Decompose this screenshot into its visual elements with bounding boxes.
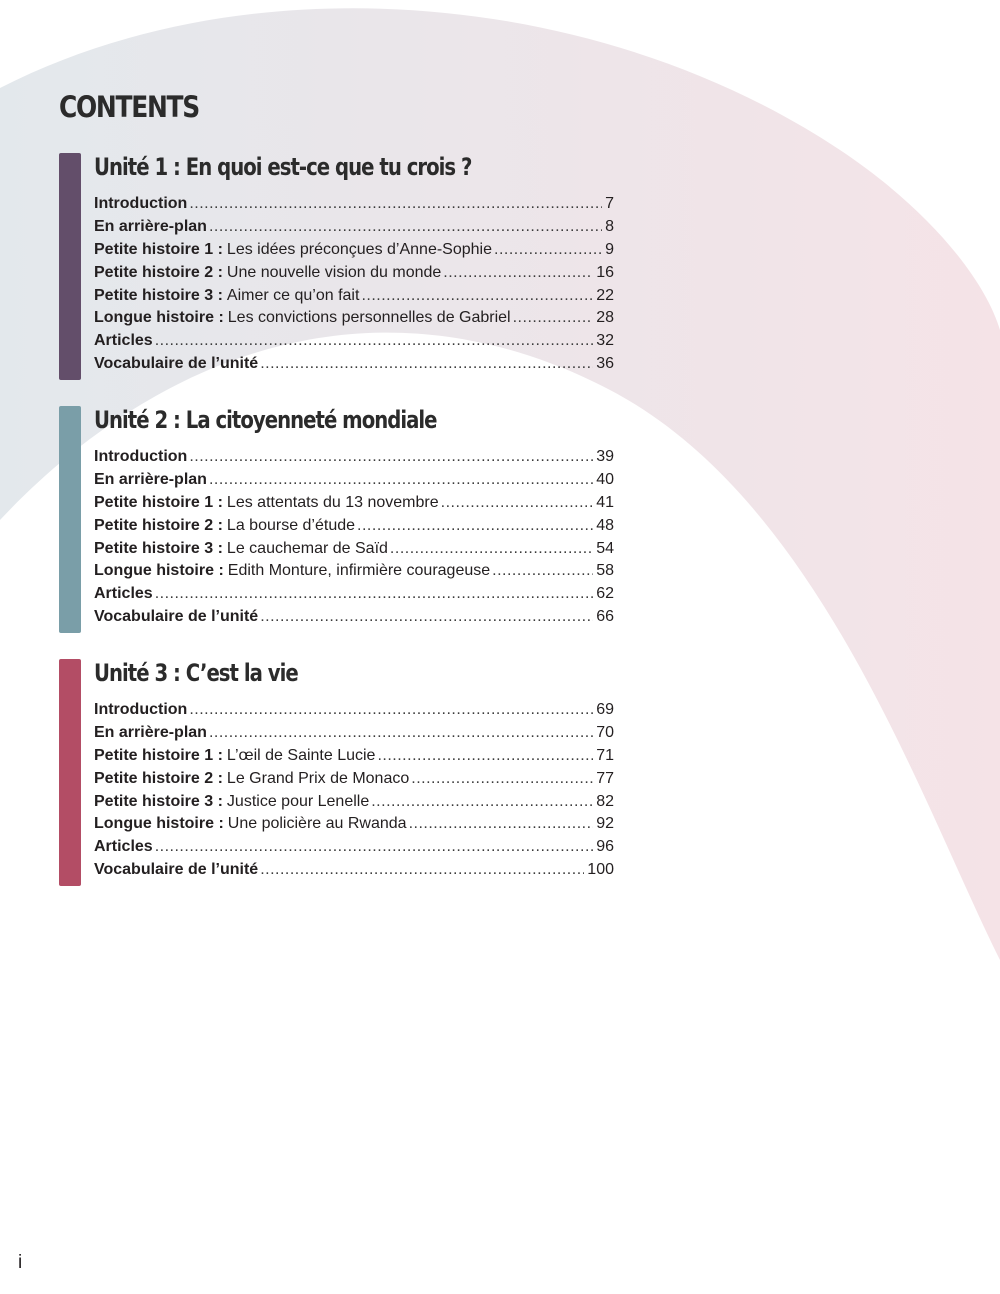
toc-entry-vocabulary[interactable] bbox=[94, 353, 614, 376]
entry-page-number: 39 bbox=[596, 448, 614, 465]
dot-leader bbox=[409, 813, 594, 836]
entry-label: Introduction bbox=[94, 195, 188, 212]
dot-leader bbox=[361, 285, 593, 308]
entry-page-number: 69 bbox=[596, 701, 614, 718]
entry-label: En arrière-plan bbox=[94, 723, 207, 741]
toc-entry-short-story-1[interactable] bbox=[94, 239, 614, 262]
entry-page-number: 100 bbox=[587, 861, 614, 879]
dot-leader bbox=[209, 469, 593, 492]
unit-1-entries bbox=[94, 193, 614, 376]
entry-page-number: 7 bbox=[605, 195, 614, 212]
entry-page-number: 77 bbox=[596, 769, 614, 787]
entry-subtitle: Les convictions personnelles de Gabriel bbox=[227, 309, 511, 327]
entry-page-number: 62 bbox=[596, 585, 614, 603]
entry-subtitle: Une nouvelle vision du monde bbox=[226, 263, 442, 281]
entry-page-number: 82 bbox=[596, 792, 614, 810]
entry-page-number: 28 bbox=[596, 309, 614, 327]
toc-entry-long-story[interactable] bbox=[94, 307, 614, 330]
toc-entry-intro[interactable] bbox=[94, 193, 614, 216]
unit-1-color-bar bbox=[59, 153, 81, 380]
toc-entry-short-story-1[interactable] bbox=[94, 745, 614, 768]
page-number-folio: i bbox=[18, 1252, 23, 1273]
unit-1-section bbox=[59, 153, 619, 380]
entry-label: Petite histoire 3 : bbox=[94, 286, 223, 304]
unit-2-section bbox=[59, 406, 619, 633]
entry-label: Vocabulaire de l’unité bbox=[94, 861, 259, 879]
dot-leader bbox=[371, 791, 593, 814]
entry-page-number: 32 bbox=[596, 332, 614, 350]
entry-label: Petite histoire 2 : bbox=[94, 769, 223, 787]
entry-label: Articles bbox=[94, 585, 153, 603]
entry-page-number: 58 bbox=[596, 562, 614, 580]
entry-label: Introduction bbox=[94, 701, 188, 718]
entry-page-number: 71 bbox=[596, 746, 614, 764]
entry-subtitle: Le cauchemar de Saïd bbox=[226, 539, 388, 557]
entry-page-number: 16 bbox=[596, 263, 614, 281]
toc-entry-background[interactable] bbox=[94, 722, 614, 745]
entry-page-number: 8 bbox=[605, 217, 614, 235]
toc-entry-short-story-2[interactable] bbox=[94, 262, 614, 285]
entry-label: En arrière-plan bbox=[94, 470, 207, 488]
entry-label: Petite histoire 2 : bbox=[94, 516, 223, 534]
toc-entry-short-story-3[interactable] bbox=[94, 791, 614, 814]
dot-leader bbox=[513, 307, 594, 330]
toc-entry-long-story[interactable] bbox=[94, 813, 614, 836]
entry-label: Vocabulaire de l’unité bbox=[94, 355, 259, 373]
entry-page-number: 54 bbox=[596, 539, 614, 557]
dot-leader bbox=[189, 193, 602, 216]
dot-leader bbox=[155, 583, 594, 606]
entry-subtitle: Aimer ce qu’on fait bbox=[226, 286, 360, 304]
entry-page-number: 48 bbox=[596, 516, 614, 534]
toc-entry-short-story-1[interactable] bbox=[94, 492, 614, 515]
toc-entry-short-story-2[interactable] bbox=[94, 768, 614, 791]
dot-leader bbox=[494, 239, 602, 262]
entry-page-number: 92 bbox=[596, 815, 614, 833]
toc-entry-background[interactable] bbox=[94, 216, 614, 239]
entry-page-number: 66 bbox=[596, 608, 614, 626]
dot-leader bbox=[209, 216, 602, 239]
toc-entry-vocabulary[interactable] bbox=[94, 859, 614, 882]
unit-3-title: Unité 3 : C’est la vie bbox=[94, 659, 298, 687]
entry-label: En arrière-plan bbox=[94, 217, 207, 235]
entry-subtitle: Les attentats du 13 novembre bbox=[226, 493, 439, 511]
dot-leader bbox=[189, 446, 593, 469]
entry-subtitle: Une policière au Rwanda bbox=[227, 815, 407, 833]
toc-entry-long-story[interactable] bbox=[94, 560, 614, 583]
unit-3-color-bar bbox=[59, 659, 81, 886]
dot-leader bbox=[390, 538, 593, 561]
entry-page-number: 41 bbox=[596, 493, 614, 511]
toc-entry-short-story-3[interactable] bbox=[94, 538, 614, 561]
toc-entry-vocabulary[interactable] bbox=[94, 606, 614, 629]
entry-subtitle: L’œil de Sainte Lucie bbox=[226, 746, 376, 764]
entry-label: Longue histoire : bbox=[94, 562, 224, 580]
unit-2-title: Unité 2 : La citoyenneté mondiale bbox=[94, 406, 437, 434]
entry-subtitle: Edith Monture, infirmière courageuse bbox=[227, 562, 491, 580]
dot-leader bbox=[492, 560, 593, 583]
dot-leader bbox=[155, 330, 594, 353]
entry-subtitle: Justice pour Lenelle bbox=[226, 792, 370, 810]
dot-leader bbox=[443, 262, 593, 285]
entry-page-number: 40 bbox=[596, 470, 614, 488]
unit-3-entries bbox=[94, 699, 614, 882]
unit-2-color-bar bbox=[59, 406, 81, 633]
page-title: CONTENTS bbox=[59, 90, 199, 124]
entry-label: Longue histoire : bbox=[94, 815, 224, 833]
toc-entry-short-story-3[interactable] bbox=[94, 285, 614, 308]
entry-label: Longue histoire : bbox=[94, 309, 224, 327]
entry-label: Petite histoire 1 : bbox=[94, 746, 223, 764]
toc-entry-short-story-2[interactable] bbox=[94, 515, 614, 538]
entry-label: Articles bbox=[94, 838, 153, 856]
toc-entry-intro[interactable] bbox=[94, 446, 614, 469]
entry-page-number: 70 bbox=[596, 723, 614, 741]
dot-leader bbox=[441, 492, 594, 515]
dot-leader bbox=[260, 859, 584, 882]
unit-3-section bbox=[59, 659, 619, 886]
dot-leader bbox=[260, 353, 593, 376]
toc-entry-intro[interactable] bbox=[94, 699, 614, 722]
entry-label: Petite histoire 3 : bbox=[94, 539, 223, 557]
dot-leader bbox=[189, 699, 593, 722]
dot-leader bbox=[260, 606, 593, 629]
entry-page-number: 9 bbox=[605, 240, 614, 258]
entry-page-number: 22 bbox=[596, 286, 614, 304]
toc-entry-articles[interactable] bbox=[94, 583, 614, 606]
entry-label: Petite histoire 1 : bbox=[94, 493, 223, 511]
entry-label: Petite histoire 3 : bbox=[94, 792, 223, 810]
entry-page-number: 36 bbox=[596, 355, 614, 373]
entry-subtitle: Les idées préconçues d’Anne-Sophie bbox=[226, 240, 492, 258]
toc-entry-articles[interactable] bbox=[94, 330, 614, 353]
dot-leader bbox=[411, 768, 593, 791]
toc-entry-background[interactable] bbox=[94, 469, 614, 492]
unit-1-title: Unité 1 : En quoi est-ce que tu crois ? bbox=[94, 153, 472, 181]
entry-subtitle: Le Grand Prix de Monaco bbox=[226, 769, 410, 787]
entry-label: Vocabulaire de l’unité bbox=[94, 608, 259, 626]
dot-leader bbox=[357, 515, 593, 538]
entry-page-number: 96 bbox=[596, 838, 614, 856]
unit-2-entries bbox=[94, 446, 614, 629]
dot-leader bbox=[155, 836, 594, 859]
entry-subtitle: La bourse d’étude bbox=[226, 516, 356, 534]
dot-leader bbox=[377, 745, 593, 768]
entry-label: Articles bbox=[94, 332, 153, 350]
entry-label: Petite histoire 1 : bbox=[94, 240, 223, 258]
dot-leader bbox=[209, 722, 593, 745]
toc-entry-articles[interactable] bbox=[94, 836, 614, 859]
entry-label: Petite histoire 2 : bbox=[94, 263, 223, 281]
entry-label: Introduction bbox=[94, 448, 188, 465]
